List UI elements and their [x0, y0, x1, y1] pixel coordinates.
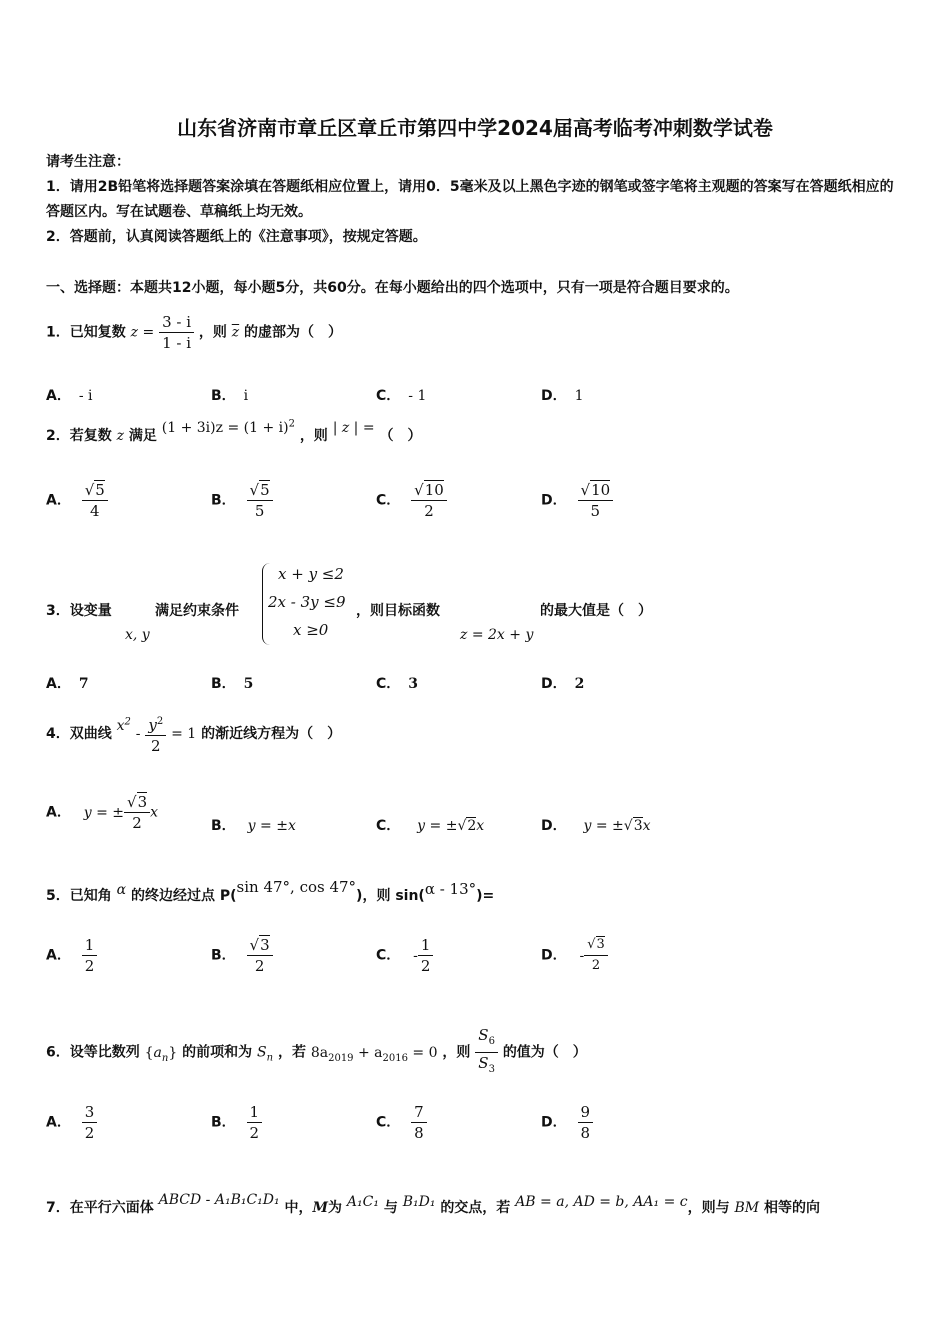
q4-option-d[interactable]: D． y = ±√3x: [541, 818, 651, 834]
question-5-stem: 5．已知角 α 的终边经过点 P(sin 47°, cos 47°)，则 sin(α - 13°)=: [46, 878, 495, 904]
q6-option-c[interactable]: C． $\frac{7}{8}$: [376, 1102, 427, 1143]
question-3-stem-b: 满足约束条件: [155, 603, 239, 619]
question-6-stem: 6．设等比数列 $\{a_n\}$ 的前项和为 $S_n$ ，若 $8a_{2019} + a_{2016} = 0$ ，则 $\frac{S_6}{S_3}$ 的值为（ ）: [46, 1026, 587, 1075]
notice-item-1: 1．请用2B铅笔将选择题答案涂填在答题纸相应位置上，请用0．5毫米及以上黑色字迹的钢笔或签字笔将主观题的答案写在答题纸相应的答题区内。写在试题卷、草稿纸上均无效。: [46, 179, 894, 220]
q3-option-a[interactable]: A． 7: [46, 676, 89, 692]
section-heading: 一、选择题：本题共12小题，每小题5分，共60分。在每小题给出的四个选项中，只有一项是符合题目要求的。: [46, 280, 739, 296]
q5-option-c[interactable]: C． - $\frac{1}{2}$: [376, 935, 433, 976]
q1-option-d[interactable]: D． 1: [541, 388, 584, 404]
q1-fraction: $\frac{3 - i}{1 - i}$: [159, 312, 194, 353]
question-3-stem-d: 的最大值是（ ）: [540, 603, 652, 619]
q4-option-a[interactable]: A． y = ± $\frac{√3}{2}$ x: [46, 793, 159, 832]
q6-option-b[interactable]: B． $\frac{1}{2}$: [211, 1102, 262, 1143]
q4-option-c[interactable]: C． y = ±√2x: [376, 818, 485, 834]
q1-option-c[interactable]: C． - 1: [376, 388, 427, 404]
notice-item-2: 2．答题前，认真阅读答题纸上的《注意事项》，按规定答题。: [46, 229, 427, 245]
q5-option-a[interactable]: A． $\frac{1}{2}$: [46, 935, 97, 976]
q4-option-b[interactable]: B． y = ±x: [211, 818, 296, 834]
question-4-stem: 4．双曲线 $x^2$ - $\frac{y^2}{2}$ = 1 的渐近线方程为（ ）: [46, 712, 341, 756]
question-2-stem: 2．若复数 z 满足 $(1 + 3i)z = (1 + i)^2$ ，则 | z | = （ ）: [46, 418, 422, 444]
q3-option-d[interactable]: D． 2: [541, 676, 585, 692]
q2-option-b[interactable]: B． $\frac{√5}{5}$: [211, 480, 273, 521]
q5-option-d[interactable]: D． - $\frac{√3}{2}$: [541, 935, 608, 976]
q3-option-b[interactable]: B． 5: [211, 676, 254, 692]
q2-option-a[interactable]: A． $\frac{√5}{4}$: [46, 480, 108, 521]
q1-option-a[interactable]: A． - i: [46, 388, 93, 404]
q3-objective: z = 2x + y: [460, 627, 534, 643]
q2-option-c[interactable]: C． $\frac{√10}{2}$: [376, 480, 447, 521]
q3-option-c[interactable]: C． 3: [376, 676, 419, 692]
question-3-stem-a: 3．设变量: [46, 603, 112, 619]
notice-heading: 请考生注意：: [46, 154, 130, 170]
question-1-stem: 1．已知复数 z = $\frac{3 - i}{1 - i}$ ，则 $\overline{z}$ 的虚部为（ ）: [46, 313, 343, 352]
q6-option-a[interactable]: A． $\frac{3}{2}$: [46, 1102, 97, 1143]
q6-option-d[interactable]: D． $\frac{9}{8}$: [541, 1102, 593, 1143]
page-title: 山东省济南市章丘区章丘市第四中学2024届高考临考冲刺数学试卷: [177, 116, 773, 140]
question-7-stem: 7．在平行六面体 ABCD - A₁B₁C₁D₁ 中，M为 A₁C₁ 与 B₁D₁ 的交点，若 AB = a, AD = b, AA₁ = c，则与 BM 相等的向: [46, 1192, 820, 1216]
q3-constraint-system: x + y ≤2 2x - 3y ≤9 x ≥0: [262, 563, 359, 645]
q2-option-d[interactable]: D． $\frac{√10}{5}$: [541, 480, 613, 521]
question-3-stem-c: ，则目标函数: [356, 603, 440, 619]
q5-option-b[interactable]: B． $\frac{√3}{2}$: [211, 935, 273, 976]
q1-option-b[interactable]: B． i: [211, 388, 249, 404]
q3-vars: x, y: [125, 627, 150, 643]
